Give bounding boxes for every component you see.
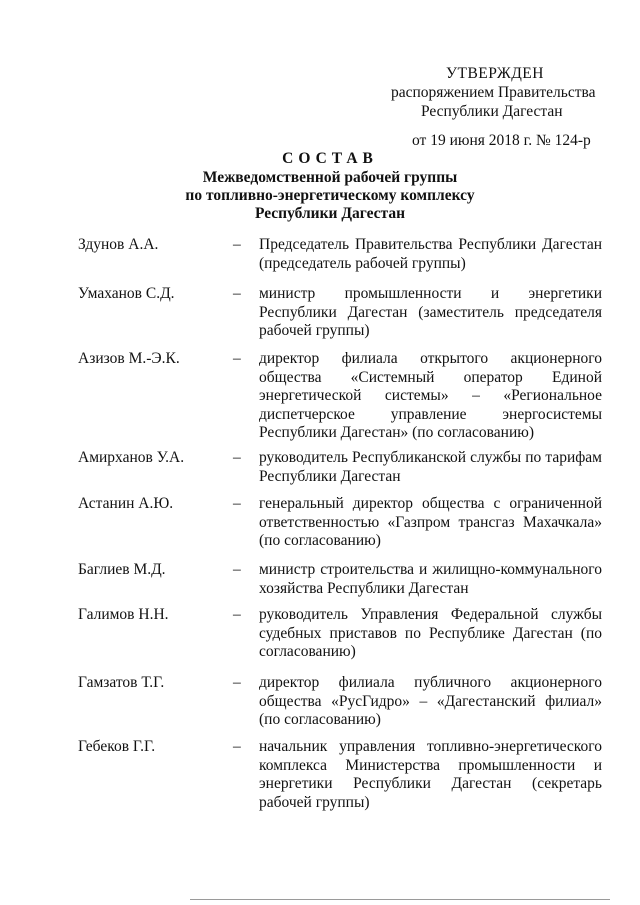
member-role: директор филиала публичного акционерного общества «РусГидро» – «Дагестанский филиал» (по согласованию) (259, 674, 602, 728)
member-role: директор филиала открытого акционерного общества «Системный оператор Единой энергетической системы» – «Региональное диспетчерское управление энергосистемы Республики Дагестан» (по согласованию) (259, 350, 602, 441)
member-row (78, 236, 602, 273)
member-role: руководитель Республиканской службы по тарифам Республики Дагестан (259, 449, 602, 485)
member-dash: – (233, 495, 241, 512)
document-heading (180, 150, 480, 223)
member-name: Галимов Н.Н. (78, 606, 169, 623)
scan-edge-line (190, 899, 610, 900)
member-dash: – (233, 285, 241, 302)
member-dash: – (233, 738, 241, 755)
member-role: министр промышленности и энергетики Республики Дагестан (заместитель председателя рабочей группы) (259, 285, 602, 339)
member-role: Председатель Правительства Республики Дагестан (председатель рабочей группы) (259, 236, 602, 272)
member-row (78, 606, 602, 662)
member-name: Амирханов У.А. (78, 449, 185, 466)
member-row (78, 285, 602, 341)
member-role: министр строительства и жилищно-коммунального хозяйства Республики Дагестан (259, 561, 602, 597)
member-name: Азизов М.-Э.К. (78, 350, 180, 367)
member-name: Баглиев М.Д. (78, 561, 166, 578)
heading-main: СОСТАВ (282, 150, 378, 167)
approval-date: от 19 июня 2018 г. № 124-р (412, 132, 591, 149)
member-row (78, 350, 602, 443)
approval-line-2: Республики Дагестан (421, 103, 563, 120)
heading-line-1: Межведомственной рабочей группы (202, 169, 458, 186)
member-name: Астанин А.Ю. (78, 495, 174, 512)
member-dash: – (233, 449, 241, 466)
heading-line-3: Республики Дагестан (254, 205, 406, 222)
approval-stamp (388, 64, 608, 150)
member-role: руководитель Управления Федеральной службы судебных приставов по Республике Дагестан (по согласованию) (259, 606, 602, 660)
member-name: Гамзатов Т.Г. (78, 674, 165, 691)
member-name: Здунов А.А. (78, 236, 159, 253)
member-row (78, 561, 602, 598)
member-name: Гебеков Г.Г. (78, 738, 156, 755)
member-row (78, 738, 602, 812)
member-dash: – (233, 561, 241, 578)
member-dash: – (233, 350, 241, 367)
member-row (78, 495, 602, 551)
member-row (78, 449, 602, 486)
member-row (78, 674, 602, 730)
member-dash: – (233, 606, 241, 623)
member-role: генеральный директор общества с ограниченной ответственностью «Газпром трансгаз Махачкала» (по согласованию) (259, 495, 602, 549)
member-dash: – (233, 236, 241, 253)
member-name: Умаханов С.Д. (78, 285, 175, 302)
approval-title: УТВЕРЖДЕН (446, 65, 544, 82)
approval-line-1: распоряжением Правительства (391, 84, 596, 101)
member-dash: – (233, 674, 241, 691)
heading-line-2: по топливно-энергетическому комплексу (185, 187, 475, 204)
member-role: начальник управления топливно-энергетического комплекса Министерства промышленности и энергетики Республики Дагестан (секретарь рабочей группы) (259, 738, 602, 811)
